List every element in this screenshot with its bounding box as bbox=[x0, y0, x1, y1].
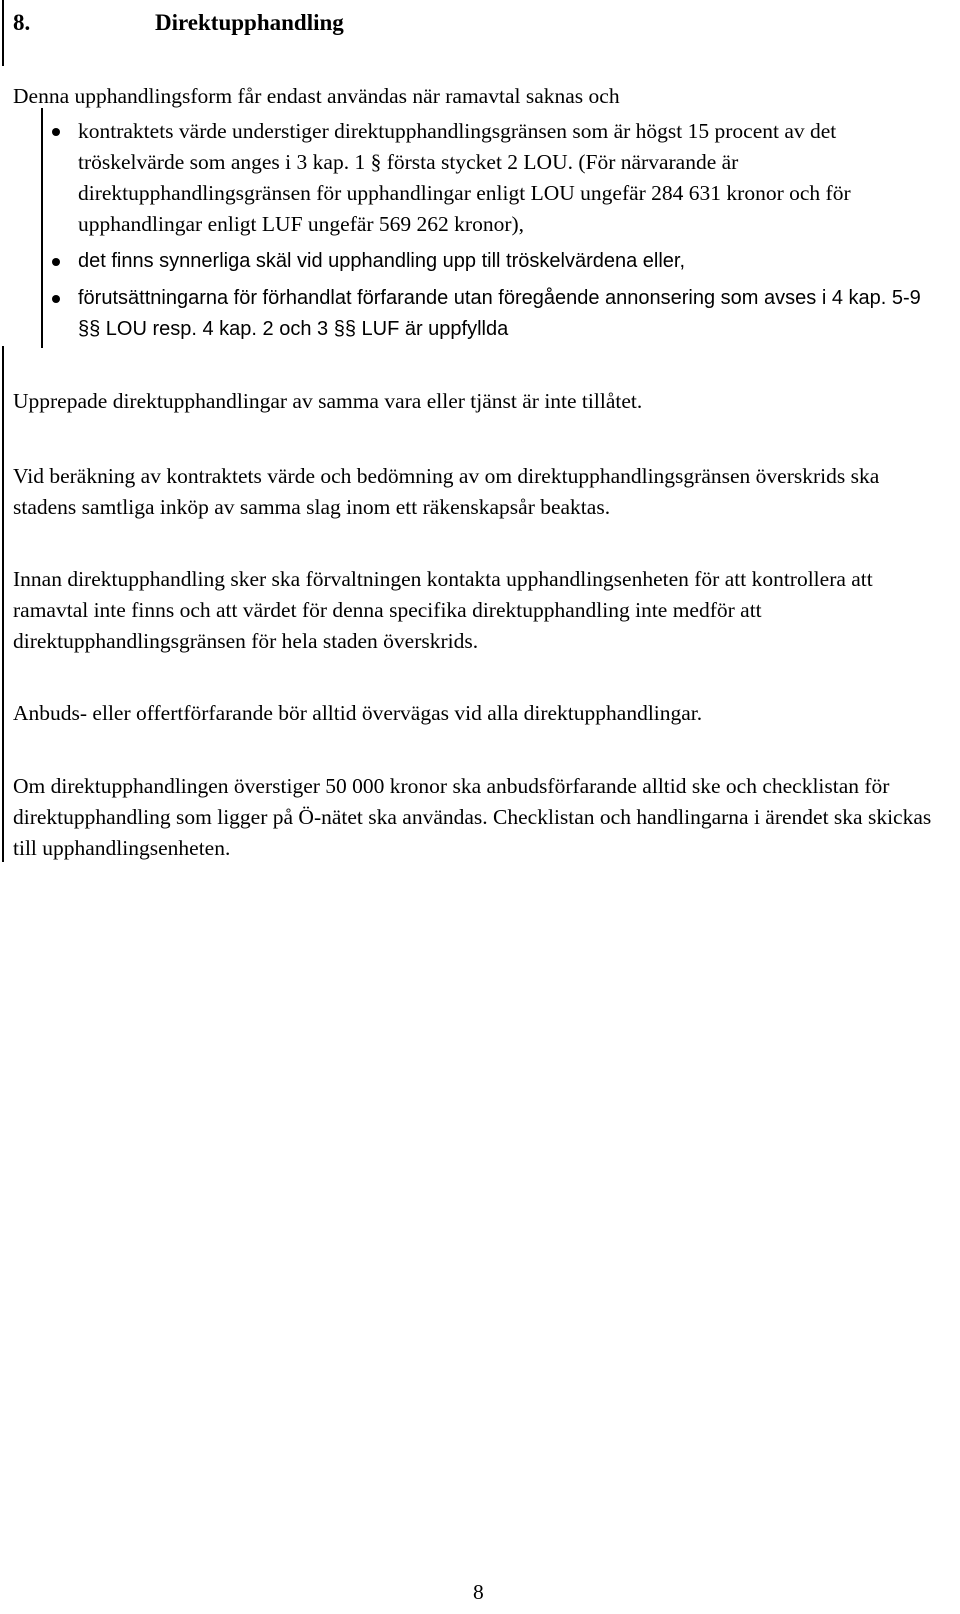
list-item bbox=[0, 246, 938, 277]
body-paragraph-1: Upprepade direktupphandlingar av samma vara eller tjänst är inte tillåtet. bbox=[13, 389, 643, 413]
list-item-text: det finns synnerliga skäl vid upphandling upp till tröskelvärdena eller, bbox=[78, 250, 686, 272]
section-number: 8. bbox=[13, 10, 31, 35]
body-paragraph-3: Innan direktupphandling sker ska förvaltningen kontakta upphandlingsenheten för att kontrollera att ramavtal inte finns och att värdet för denna specifika direktupphandling inte medför att direktupphandlingsgränsen för hela staden överskrids. bbox=[13, 567, 873, 653]
list-item bbox=[0, 283, 938, 345]
body-paragraph-5: Om direktupphandlingen överstiger 50 000 kronor ska anbudsförfarande alltid ske och checklistan för direktupphandling som ligger på Ö-nätet ska användas. Checklistan och handlingarna i ärendet ska skickas till upphandlingsenheten. bbox=[13, 774, 932, 860]
list-item-text: förutsättningarna för förhandlat förfarande utan föregående annonsering som avses i 4 kap. 5-9 §§ LOU resp. 4 kap. 2 och 3 §§ LUF är uppfyllda bbox=[78, 287, 921, 340]
change-bar-body bbox=[2, 346, 4, 862]
section-title: Direktupphandling bbox=[155, 10, 344, 35]
conditions-list bbox=[0, 116, 960, 345]
body-paragraph-4: Anbuds- eller offertförfarande bör alltid övervägas vid alla direktupphandlingar. bbox=[13, 701, 703, 725]
section-heading bbox=[13, 8, 344, 38]
body-paragraph-2: Vid beräkning av kontraktets värde och bedömning av om direktupphandlingsgränsen överskrids ska stadens samtliga inköp av samma slag inom ett räkenskapsår beaktas. bbox=[13, 464, 880, 519]
change-bar-top bbox=[2, 0, 4, 66]
list-item-text: kontraktets värde understiger direktupphandlingsgränsen som är högst 15 procent av det tröskelvärde som anges i 3 kap. 1 § första stycket 2 LOU. (För närvarande är direktupphandlingsgränsen för upphandlingar enligt LOU ungefär 284 631 kronor och för upphandlingar enligt LUF ungefär 569 262 kronor), bbox=[78, 119, 851, 236]
bullet-icon bbox=[52, 258, 60, 266]
bullet-icon bbox=[52, 128, 60, 136]
page-number: 8 bbox=[473, 1580, 484, 1604]
list-item bbox=[0, 116, 938, 240]
intro-paragraph: Denna upphandlingsform får endast användas när ramavtal saknas och bbox=[13, 84, 620, 108]
bullet-icon bbox=[52, 295, 60, 303]
